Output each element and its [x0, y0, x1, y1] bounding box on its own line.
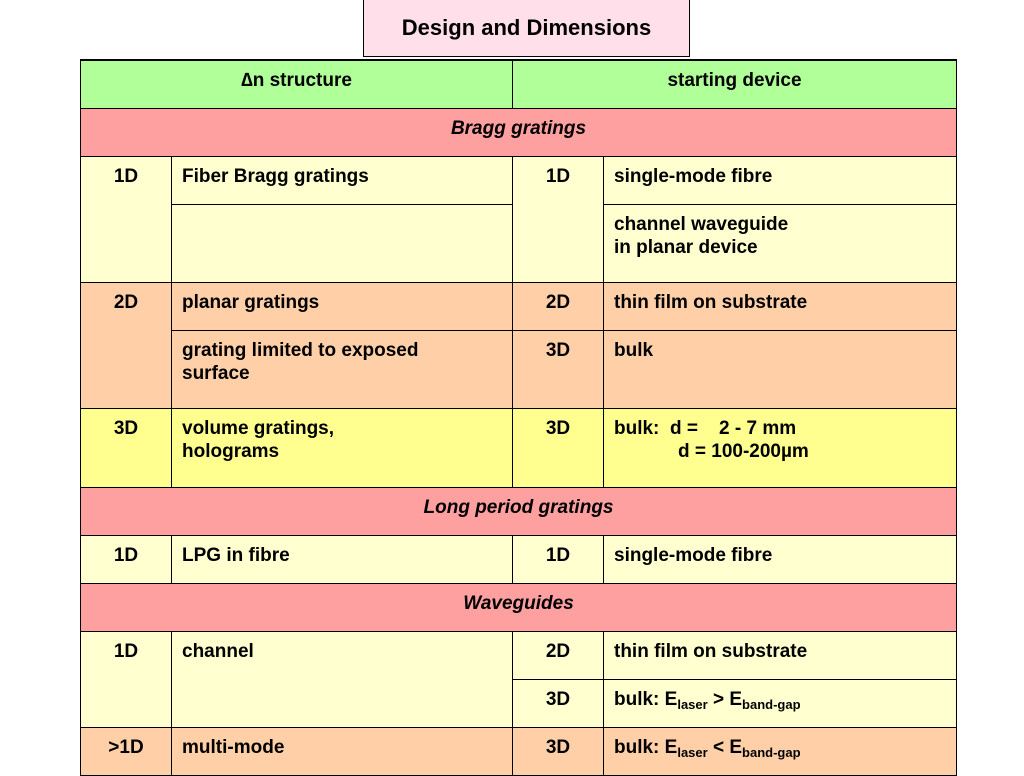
structure-line: grating limited to exposed: [182, 339, 419, 361]
structure-cell: Fiber Bragg gratings: [172, 156, 513, 204]
structure-cell: [172, 408, 513, 487]
subscript-band-gap: band-gap: [742, 696, 801, 712]
structure-cell: LPG in fibre: [172, 535, 513, 583]
table-row: [81, 408, 957, 487]
device-cell: bulk: [604, 330, 957, 408]
header-starting-device: starting device: [513, 60, 957, 108]
device-dim-cell: 3D: [513, 679, 604, 727]
device-cell: thin film on substrate: [604, 282, 957, 330]
structure-cell: channel: [172, 631, 513, 727]
table-row: [81, 631, 957, 679]
section-row-waveguides: [81, 583, 957, 631]
device-dim-cell: 1D: [513, 156, 604, 282]
device-line: in planar device: [614, 236, 758, 258]
dim-cell: >1D: [81, 727, 172, 775]
delta-symbol: ∆: [241, 70, 253, 91]
device-prefix: bulk:: [614, 417, 660, 439]
header-row: [81, 60, 957, 108]
device-cell: thin film on substrate: [604, 631, 957, 679]
table-row: [81, 330, 957, 408]
device-prefix: bulk: E: [614, 736, 678, 758]
structure-cell: multi-mode: [172, 727, 513, 775]
device-cell: [604, 204, 957, 282]
device-cell: single-mode fibre: [604, 156, 957, 204]
subscript-band-gap: band-gap: [742, 744, 801, 760]
device-cell: [604, 408, 957, 487]
device-line: channel waveguide: [614, 213, 789, 235]
device-dim-cell: 2D: [513, 631, 604, 679]
header-delta-n-structure: [81, 60, 513, 108]
structure-cell: planar gratings: [172, 282, 513, 330]
dim-cell: 1D: [81, 535, 172, 583]
section-row-lpg: [81, 487, 957, 535]
operator: < E: [707, 736, 743, 758]
structure-line: volume gratings,: [182, 417, 335, 439]
header-structure-label: n structure: [252, 70, 352, 91]
structure-cell-empty: [172, 204, 513, 282]
dim-cell: 2D: [81, 282, 172, 408]
device-cell: single-mode fibre: [604, 535, 957, 583]
thickness-range-2: d = 100-200µm: [678, 440, 809, 462]
structure-line: surface: [182, 362, 250, 384]
structure-line: holograms: [182, 440, 280, 462]
table-row: [81, 535, 957, 583]
section-row-bragg: [81, 108, 957, 156]
design-dimensions-table: [80, 59, 957, 776]
section-long-period-gratings: Long period gratings: [81, 487, 957, 535]
subscript-laser: laser: [677, 696, 708, 712]
dim-cell: 3D: [81, 408, 172, 487]
section-bragg-gratings: Bragg gratings: [81, 108, 957, 156]
table-row: [81, 156, 957, 204]
device-dim-cell: 3D: [513, 727, 604, 775]
structure-cell: [172, 330, 513, 408]
slide-title: Design and Dimensions: [363, 0, 690, 57]
device-dim-cell: 3D: [513, 330, 604, 408]
device-cell: [604, 679, 957, 727]
table-row: [81, 282, 957, 330]
section-waveguides: Waveguides: [81, 583, 957, 631]
operator: > E: [707, 688, 743, 710]
device-line: [614, 417, 946, 440]
device-dim-cell: 2D: [513, 282, 604, 330]
thickness-range-1: d = 2 - 7 mm: [669, 417, 797, 439]
device-dim-cell: 1D: [513, 535, 604, 583]
device-dim-cell: 3D: [513, 408, 604, 487]
device-prefix: bulk: E: [614, 688, 678, 710]
subscript-laser: laser: [677, 744, 708, 760]
dim-cell: 1D: [81, 156, 172, 282]
dim-cell: 1D: [81, 631, 172, 727]
